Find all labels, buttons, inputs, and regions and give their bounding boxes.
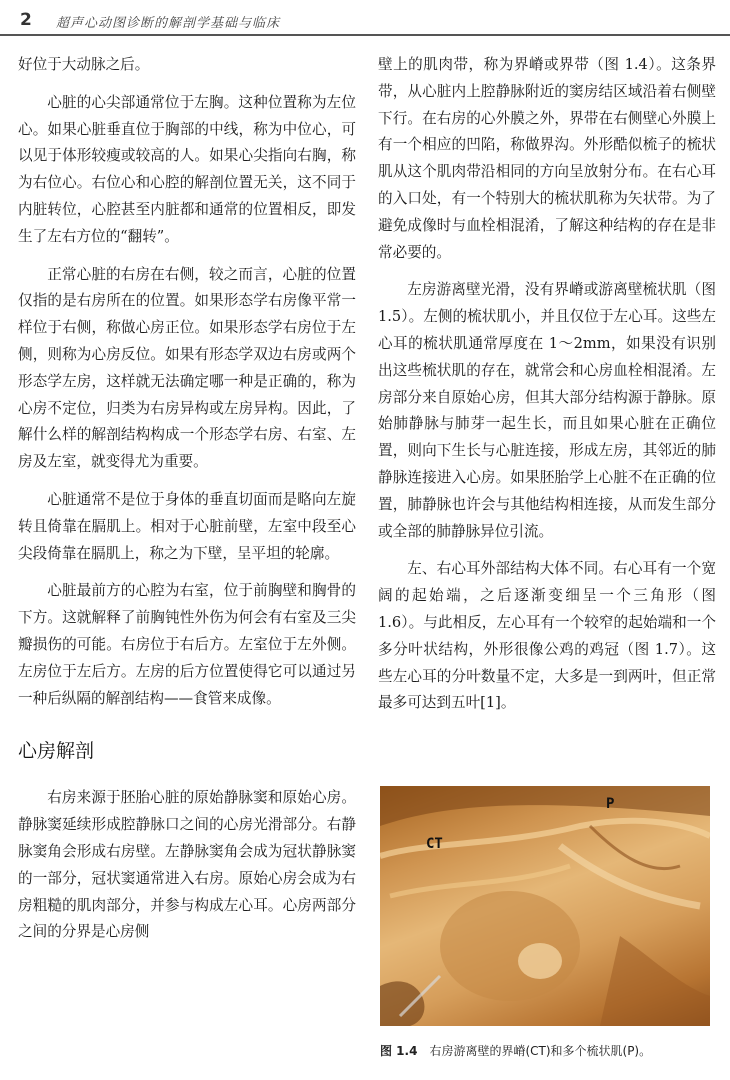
right-column <box>378 52 716 728</box>
anatomy-photo <box>380 786 710 1026</box>
page-header <box>0 0 730 36</box>
caption-number: 图 1.4 <box>380 1044 418 1058</box>
paragraph: 心脏最前方的心腔为右室，位于前胸壁和胸骨的下方。这就解释了前胸钝性外伤为何会有右室及三尖瓣损伤的可能。右房位于右后方。左室位于左外侧。左房位于左后方。左房的后方位置使得它可以通过另一种后纵隔的解剖结构——食管来成像。 <box>18 582 356 707</box>
caption-text: 右房游离壁的界嵴(CT)和多个梳状肌(P)。 <box>429 1044 652 1058</box>
page-number: 2 <box>20 10 32 30</box>
figure-label-p: P <box>606 796 615 812</box>
paragraph: 好位于大动脉之后。 <box>18 56 150 73</box>
paragraph: 壁上的肌肉带，称为界嵴或界带（图 1.4）。这条界带，从心脏内上腔静脉附近的窦房结区域沿着右侧壁下行。在右房的心外膜之外，界带在右侧壁心外膜上有一个相应的凹陷，称做界沟。外形酷似梳子的梳状肌从这个肌肉带沿相同的方向呈放射分布。在右心耳的入口处，有一个特别大的梳状肌称为矢状带。为了避免成像时与血栓相混淆，了解这种结构的存在是非常必要的。 <box>378 56 716 261</box>
figure-label-ct: CT <box>426 836 443 852</box>
figure-caption <box>380 1042 720 1059</box>
paragraph: 右房来源于胚胎心脏的原始静脉窦和原始心房。静脉窦延续形成腔静脉口之间的心房光滑部分。右静脉窦角会形成右房壁。左静脉窦角会成为冠状静脉窦的一部分，冠状窦通常进入右房。原始心房会成为右房粗糙的肌肉部分，并参与构成左心耳。心房两部分之间的分界是心房侧 <box>18 789 356 941</box>
running-title: 超声心动图诊断的解剖学基础与临床 <box>56 16 281 31</box>
paragraph: 心脏的心尖部通常位于左胸。这种位置称为左位心。如果心脏垂直位于胸部的中线，称为中位心，可以见于体形较瘦或较高的人。如果心尖指向右胸，称为右位心。右位心和心腔的解剖位置无关，这不同于内脏转位，心腔甚至内脏都和通常的位置相反，即发生了左右方位的“翻转”。 <box>18 93 356 245</box>
paragraph: 左、右心耳外部结构大体不同。右心耳有一个宽阔的起始端，之后逐渐变细呈一个三角形（图 1.6）。与此相反，左心耳有一个较窄的起始端和一个多分叶状结构，外形很像公鸡的鸡冠（图 1.7）。这些左心耳的分叶数量不定，大多是一到两叶，但正常最多可达到五叶[1]。 <box>378 560 716 712</box>
paragraph: 左房游离壁光滑，没有界嵴或游离壁梳状肌（图 1.5）。左侧的梳状肌小，并且仅位于左心耳。这些左心耳的梳状肌通常厚度在 1～2mm，如果没有识别出这些梳状肌的存在，就常会和心房血栓相混淆。左房部分来自原始心房，但其大部分结构源于静脉。原始肺静脉与肺芽一起生长，而且如果心脏在正确位置，则向下生长与心脏连接，形成左房，其邻近的肺静脉连接进入心房。如果胚胎学上心脏不在正确的位置，肺静脉也许会与其他结构相连接，从而发生部分或全部的肺静脉异位引流。 <box>378 281 716 540</box>
anatomy-photo-illustration <box>380 786 710 1026</box>
paragraph: 心脏通常不是位于身体的垂直切面而是略向左旋转且倚靠在膈肌上。相对于心脏前壁，左室中段至心尖段倚靠在膈肌上，称之为下壁，呈平坦的轮廓。 <box>18 490 356 562</box>
section-heading: 心房解剖 <box>18 740 95 763</box>
paragraph: 正常心脏的右房在右侧，较之而言，心脏的位置仅指的是右房所在的位置。如果形态学右房像平常一样位于右侧，称做心房正位。如果形态学右房位于左侧，则称为心房反位。如果有形态学双边右房或两个形态学左房，这样就无法确定哪一种是正确的，称为心房不定位，归类为右房异构或左房异构。因此，了解什么样的解剖结构构成一个形态学右房、右室、左房及左室，就变得尤为重要。 <box>18 265 356 471</box>
left-column <box>18 52 356 957</box>
